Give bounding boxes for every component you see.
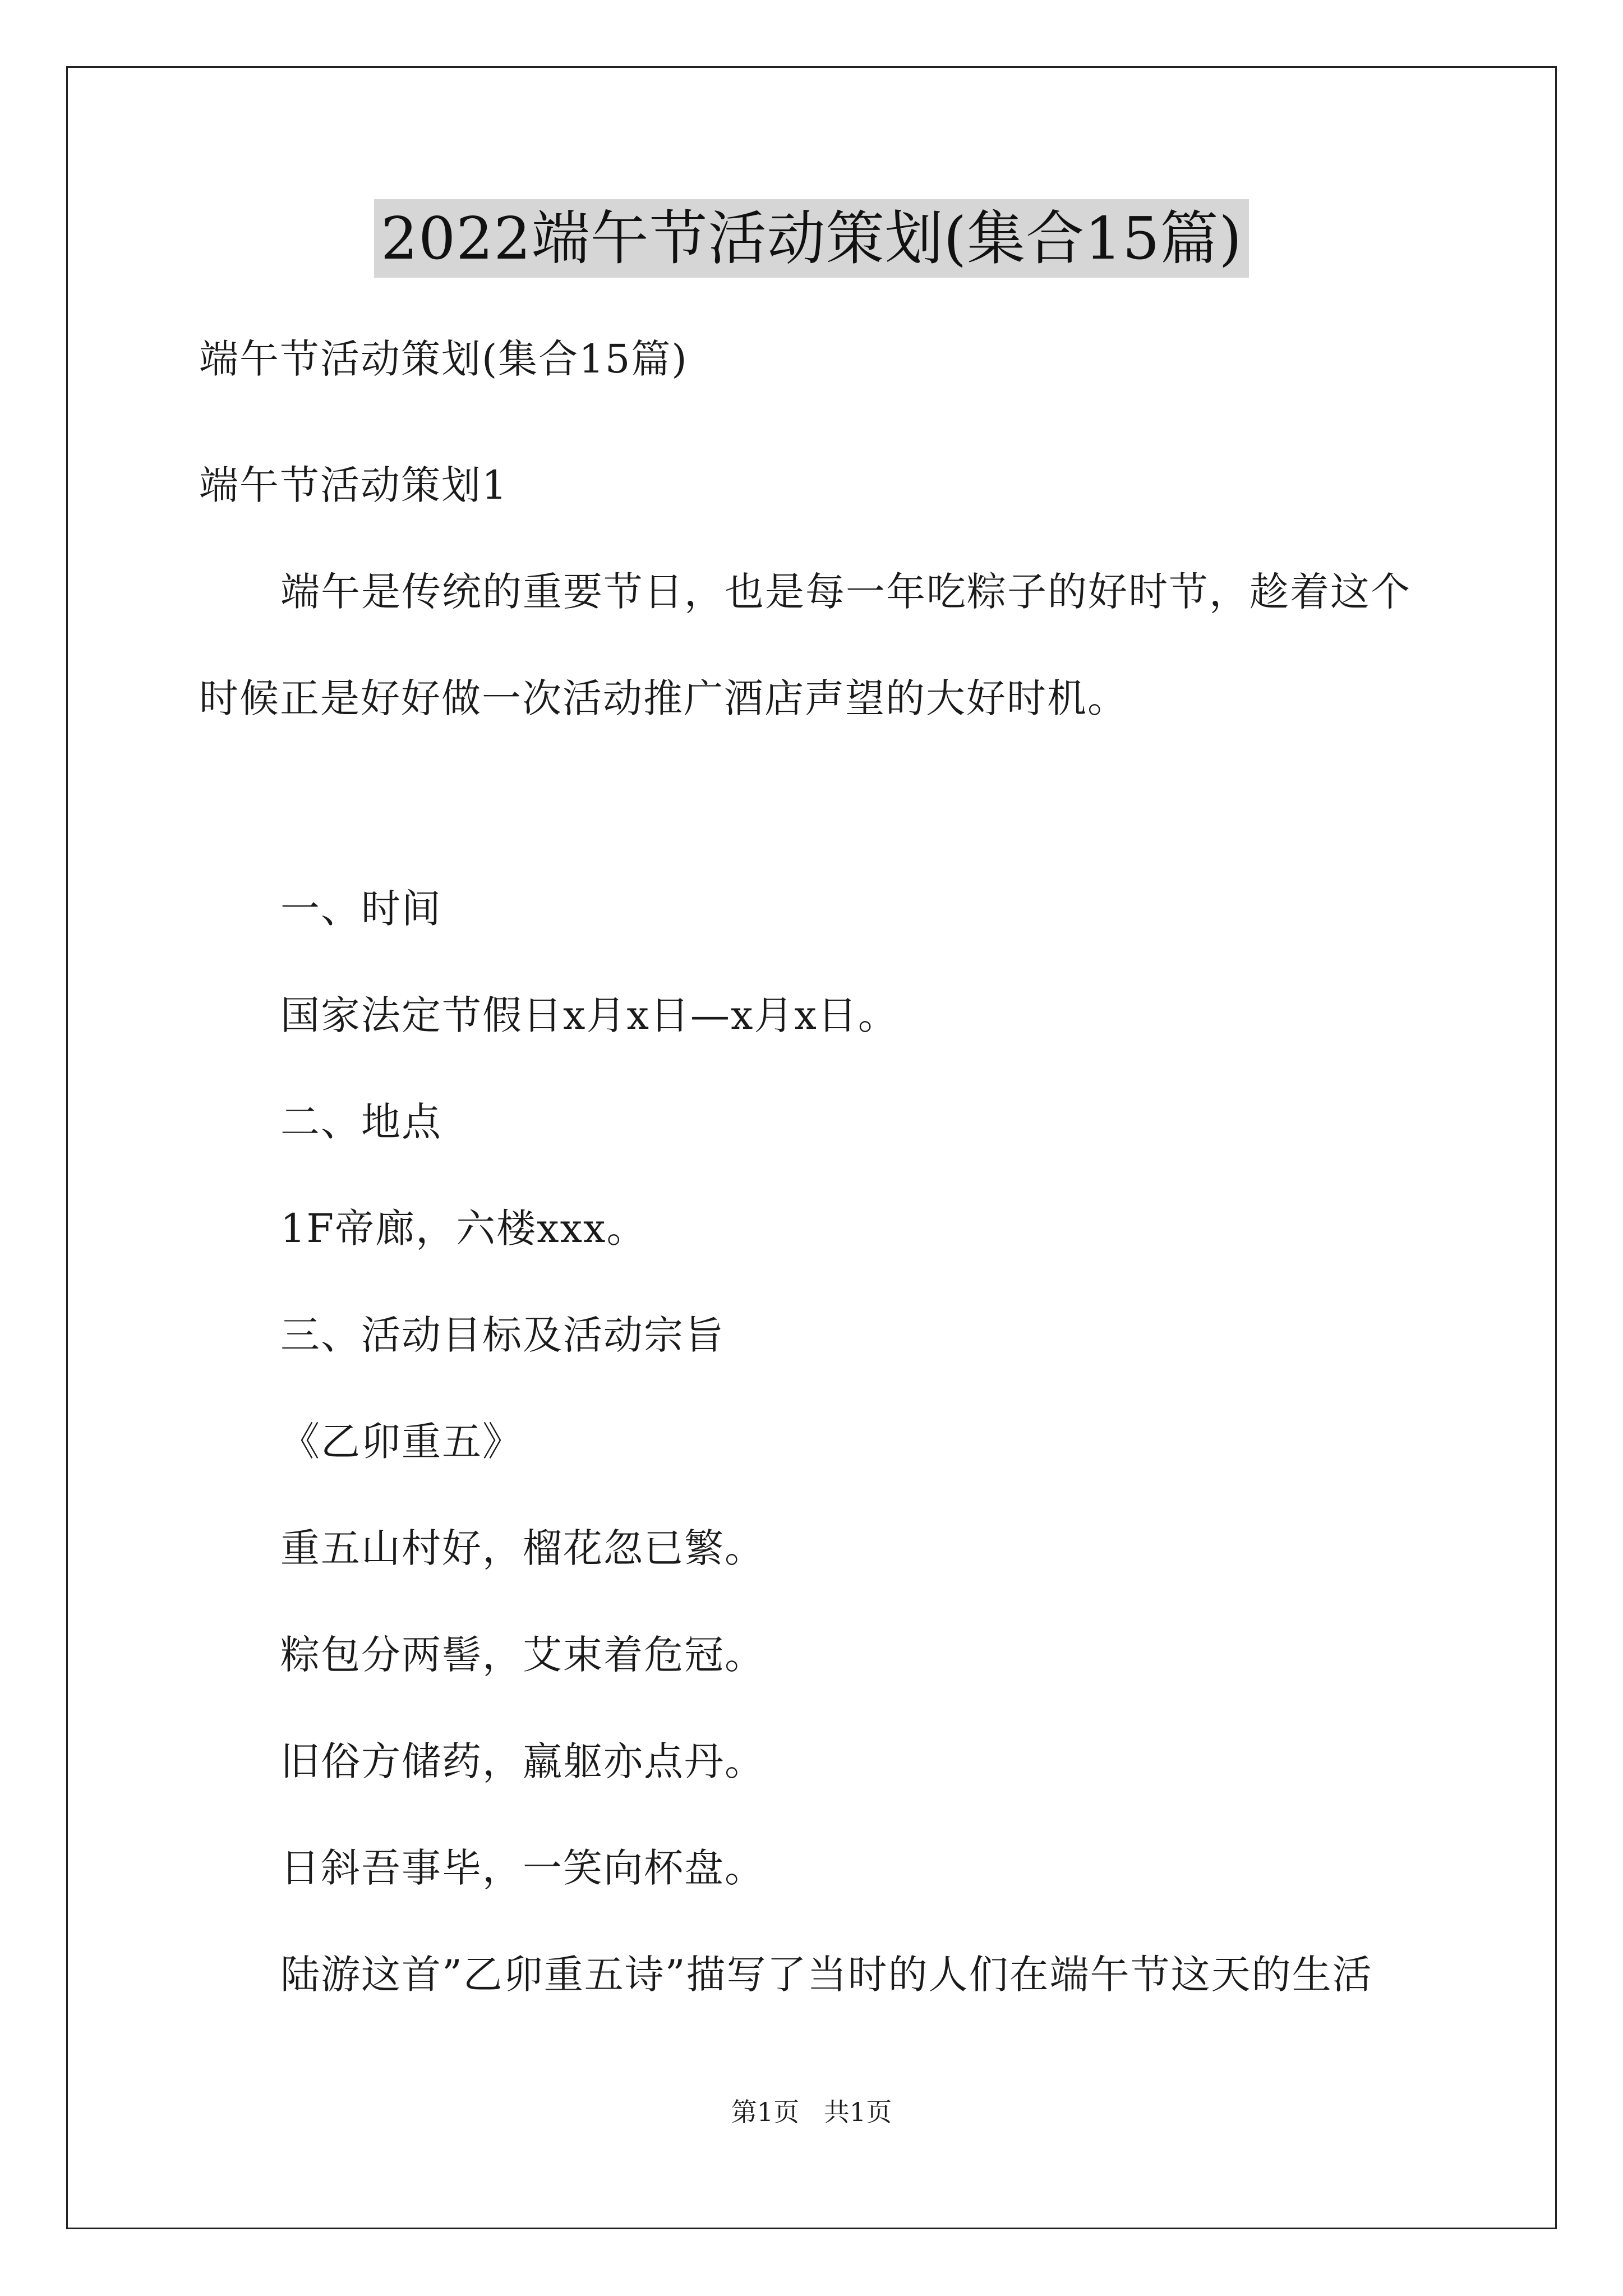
closing-paragraph-line: 陆游这首”乙卯重五诗”描写了当时的人们在端午节这天的生活 xyxy=(280,1952,1373,1998)
section-heading: 端午节活动策划1 xyxy=(199,462,508,508)
document-subtitle: 端午节活动策划(集合15篇) xyxy=(199,336,688,382)
poem-title: 《乙卯重五》 xyxy=(280,1419,523,1465)
intro-paragraph-line-1: 端午是传统的重要节日，也是每一年吃粽子的好时节，趁着这个 xyxy=(280,569,1411,615)
intro-paragraph-line-2: 时候正是好好做一次活动推广酒店声望的大好时机。 xyxy=(199,675,1128,721)
title-container xyxy=(0,199,1623,278)
place-heading: 二、地点 xyxy=(280,1099,442,1145)
goal-heading: 三、活动目标及活动宗旨 xyxy=(280,1312,725,1358)
poem-line-1: 重五山村好，榴花忽已繁。 xyxy=(280,1525,765,1571)
page-footer: 第1页 共1页 xyxy=(731,2097,892,2127)
poem-line-3: 旧俗方储药，羸躯亦点丹。 xyxy=(280,1738,765,1784)
time-heading: 一、时间 xyxy=(280,886,442,932)
place-text: 1F帝廊，六楼xxx。 xyxy=(280,1205,647,1251)
poem-line-2: 粽包分两髻，艾束着危冠。 xyxy=(280,1632,765,1678)
poem-line-4: 日斜吾事毕，一笑向杯盘。 xyxy=(280,1845,765,1891)
time-text: 国家法定节假日x月x日—x月x日。 xyxy=(280,992,898,1038)
document-title: 2022端午节活动策划(集合15篇) xyxy=(374,199,1249,278)
